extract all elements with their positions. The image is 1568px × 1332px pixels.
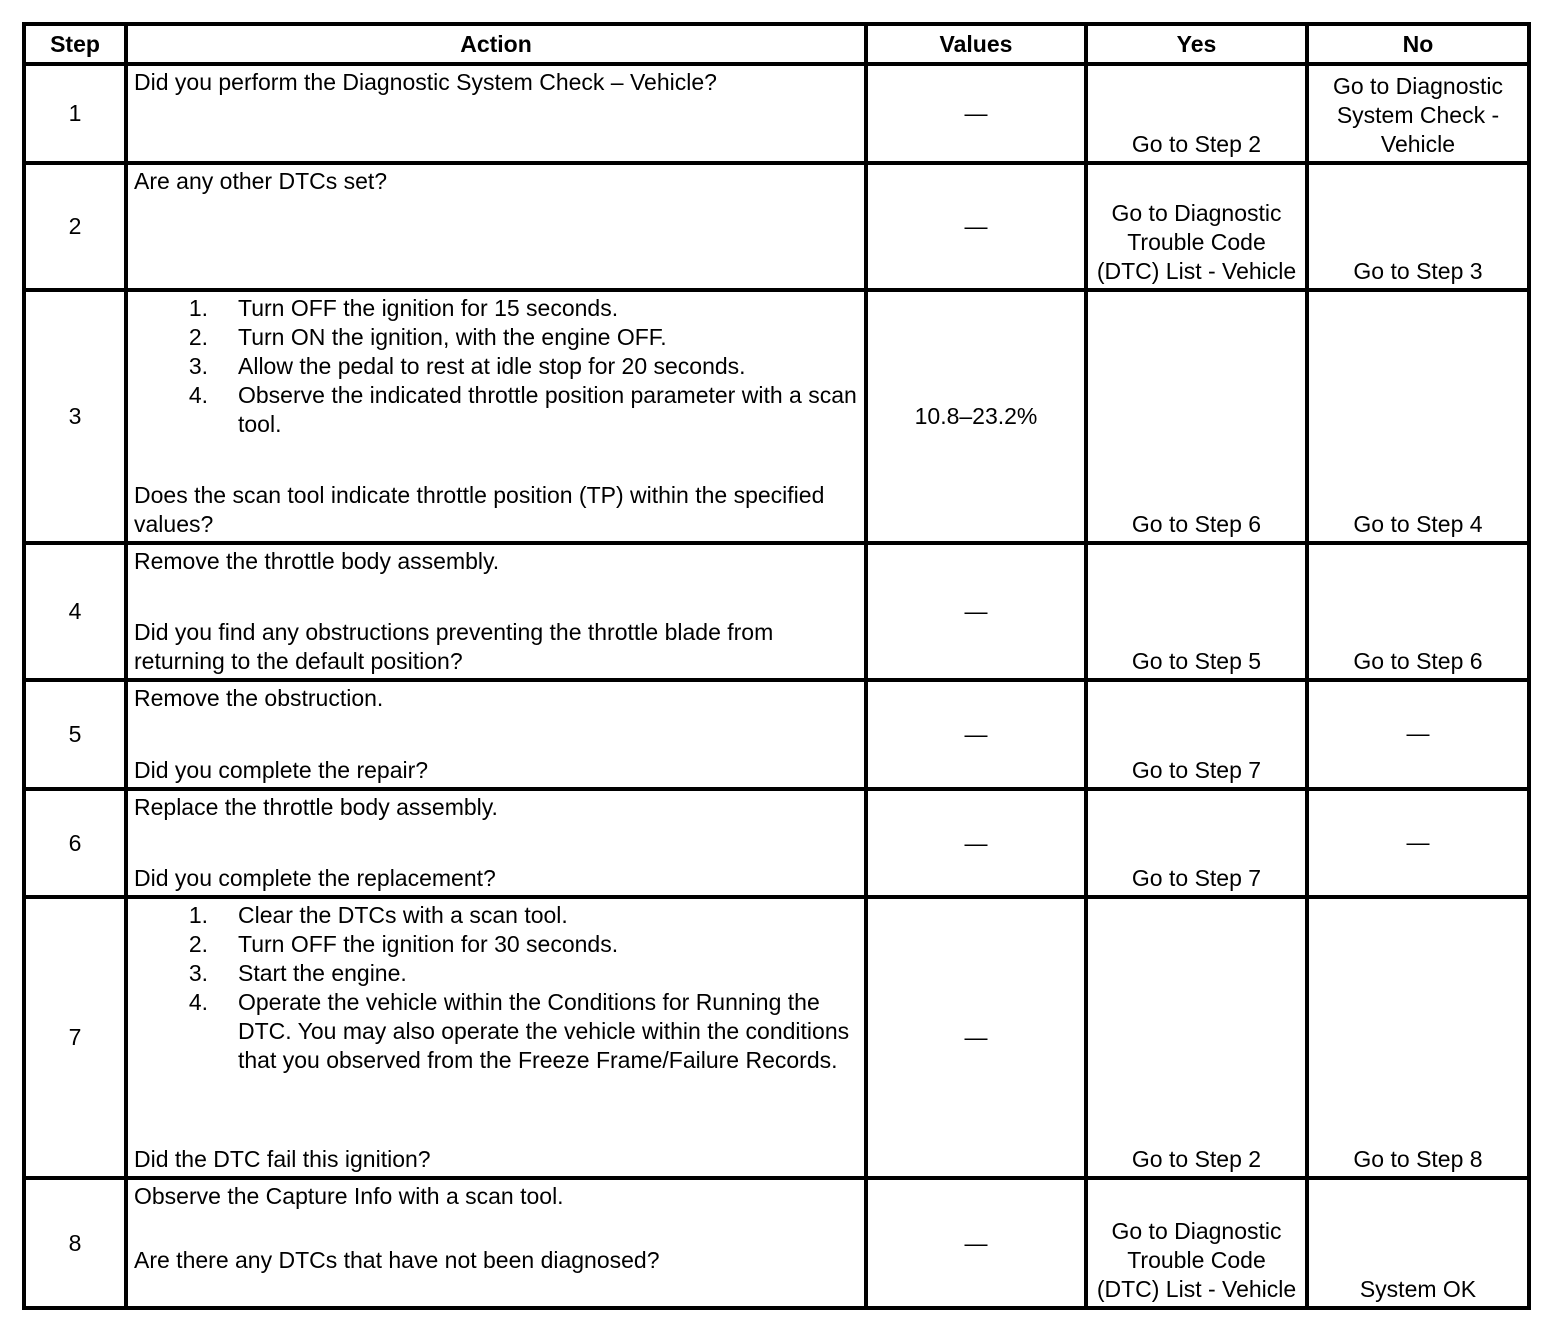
action-question: Does the scan tool indicate throttle position (TP) within the specified values? — [134, 482, 825, 537]
header-action: Action — [126, 24, 866, 64]
action-cell — [126, 163, 866, 290]
values-cell: — — [866, 64, 1086, 163]
step-list — [134, 901, 859, 1075]
values-cell: — — [866, 789, 1086, 897]
values-cell: — — [866, 543, 1086, 680]
no-cell: Go to Step 3 — [1307, 163, 1529, 290]
step-list-item — [134, 352, 859, 381]
no-cell: Go to Step 6 — [1307, 543, 1529, 680]
list-text: Observe the indicated throttle position parameter with a scan tool. — [238, 382, 857, 437]
step-number: 6 — [24, 789, 126, 897]
header-no: No — [1307, 24, 1529, 64]
yes-cell: Go to Step 7 — [1086, 789, 1307, 897]
yes-cell: Go to Step 2 — [1086, 64, 1307, 163]
table-row — [24, 290, 1529, 543]
list-number: 4. — [188, 382, 208, 408]
action-question: Did the DTC fail this ignition? — [134, 1146, 431, 1172]
action-cell — [126, 543, 866, 680]
yes-cell: Go to Step 7 — [1086, 680, 1307, 789]
table-row — [24, 1178, 1529, 1308]
no-cell: — — [1307, 789, 1529, 897]
action-instruction: Remove the obstruction. — [134, 685, 384, 711]
action-instruction: Replace the throttle body assembly. — [134, 794, 498, 820]
values-cell: 10.8–23.2% — [866, 290, 1086, 543]
no-cell: Go to Diagnostic System Check - Vehicle — [1307, 64, 1529, 163]
yes-cell: Go to Step 6 — [1086, 290, 1307, 543]
values-cell: — — [866, 897, 1086, 1178]
step-number: 3 — [24, 290, 126, 543]
action-cell — [126, 290, 866, 543]
header-row — [24, 24, 1529, 64]
list-number: 2. — [188, 931, 208, 957]
table-row — [24, 789, 1529, 897]
values-cell: — — [866, 680, 1086, 789]
action-cell — [126, 680, 866, 789]
action-cell — [126, 64, 866, 163]
yes-cell: Go to Step 2 — [1086, 897, 1307, 1178]
header-step: Step — [24, 24, 126, 64]
step-list — [134, 294, 859, 439]
table-row — [24, 543, 1529, 680]
diagnostic-table — [22, 22, 1531, 1310]
step-list-item — [134, 988, 859, 1075]
list-text: Start the engine. — [238, 960, 407, 986]
values-cell: — — [866, 1178, 1086, 1308]
action-question: Did you complete the replacement? — [134, 865, 496, 891]
action-instruction: Remove the throttle body assembly. — [134, 548, 500, 574]
action-question: Did you complete the repair? — [134, 757, 429, 783]
action-question: Are there any DTCs that have not been diagnosed? — [134, 1247, 660, 1273]
action-instruction: Observe the Capture Info with a scan tool. — [134, 1183, 564, 1209]
no-cell: Go to Step 4 — [1307, 290, 1529, 543]
table-row — [24, 680, 1529, 789]
list-text: Turn OFF the ignition for 30 seconds. — [238, 931, 619, 957]
list-text: Allow the pedal to rest at idle stop for 20 seconds. — [238, 353, 746, 379]
list-number: 2. — [188, 324, 208, 350]
step-number: 8 — [24, 1178, 126, 1308]
action-question: Did you find any obstructions preventing the throttle blade from returning to the default position? — [134, 619, 774, 674]
yes-cell: Go to Diagnostic Trouble Code (DTC) List - Vehicle — [1086, 163, 1307, 290]
list-text: Operate the vehicle within the Conditions for Running the DTC. You may also operate the vehicle within the conditions that you observed from the Freeze Frame/Failure Records. — [238, 989, 850, 1073]
list-text: Turn ON the ignition, with the engine OFF. — [238, 324, 667, 350]
step-number: 4 — [24, 543, 126, 680]
no-cell: Go to Step 8 — [1307, 897, 1529, 1178]
yes-cell: Go to Diagnostic Trouble Code (DTC) List - Vehicle — [1086, 1178, 1307, 1308]
action-cell — [126, 1178, 866, 1308]
header-yes: Yes — [1086, 24, 1307, 64]
header-values: Values — [866, 24, 1086, 64]
action-cell — [126, 789, 866, 897]
list-text: Turn OFF the ignition for 15 seconds. — [238, 295, 619, 321]
list-number: 4. — [188, 989, 208, 1015]
no-cell: — — [1307, 680, 1529, 789]
table-row — [24, 163, 1529, 290]
list-text: Clear the DTCs with a scan tool. — [238, 902, 568, 928]
step-list-item — [134, 930, 859, 959]
list-number: 1. — [188, 295, 208, 321]
step-number: 1 — [24, 64, 126, 163]
list-number: 3. — [188, 353, 208, 379]
action-instruction: Did you perform the Diagnostic System Check – Vehicle? — [134, 69, 717, 95]
yes-cell: Go to Step 5 — [1086, 543, 1307, 680]
step-list-item — [134, 294, 859, 323]
list-number: 3. — [188, 960, 208, 986]
step-list-item — [134, 901, 859, 930]
table-row — [24, 64, 1529, 163]
no-cell: System OK — [1307, 1178, 1529, 1308]
action-instruction: Are any other DTCs set? — [134, 168, 388, 194]
step-number: 7 — [24, 897, 126, 1178]
values-cell: — — [866, 163, 1086, 290]
step-list-item — [134, 959, 859, 988]
step-list-item — [134, 381, 859, 439]
list-number: 1. — [188, 902, 208, 928]
step-list-item — [134, 323, 859, 352]
action-cell — [126, 897, 866, 1178]
step-number: 2 — [24, 163, 126, 290]
table-row — [24, 897, 1529, 1178]
step-number: 5 — [24, 680, 126, 789]
